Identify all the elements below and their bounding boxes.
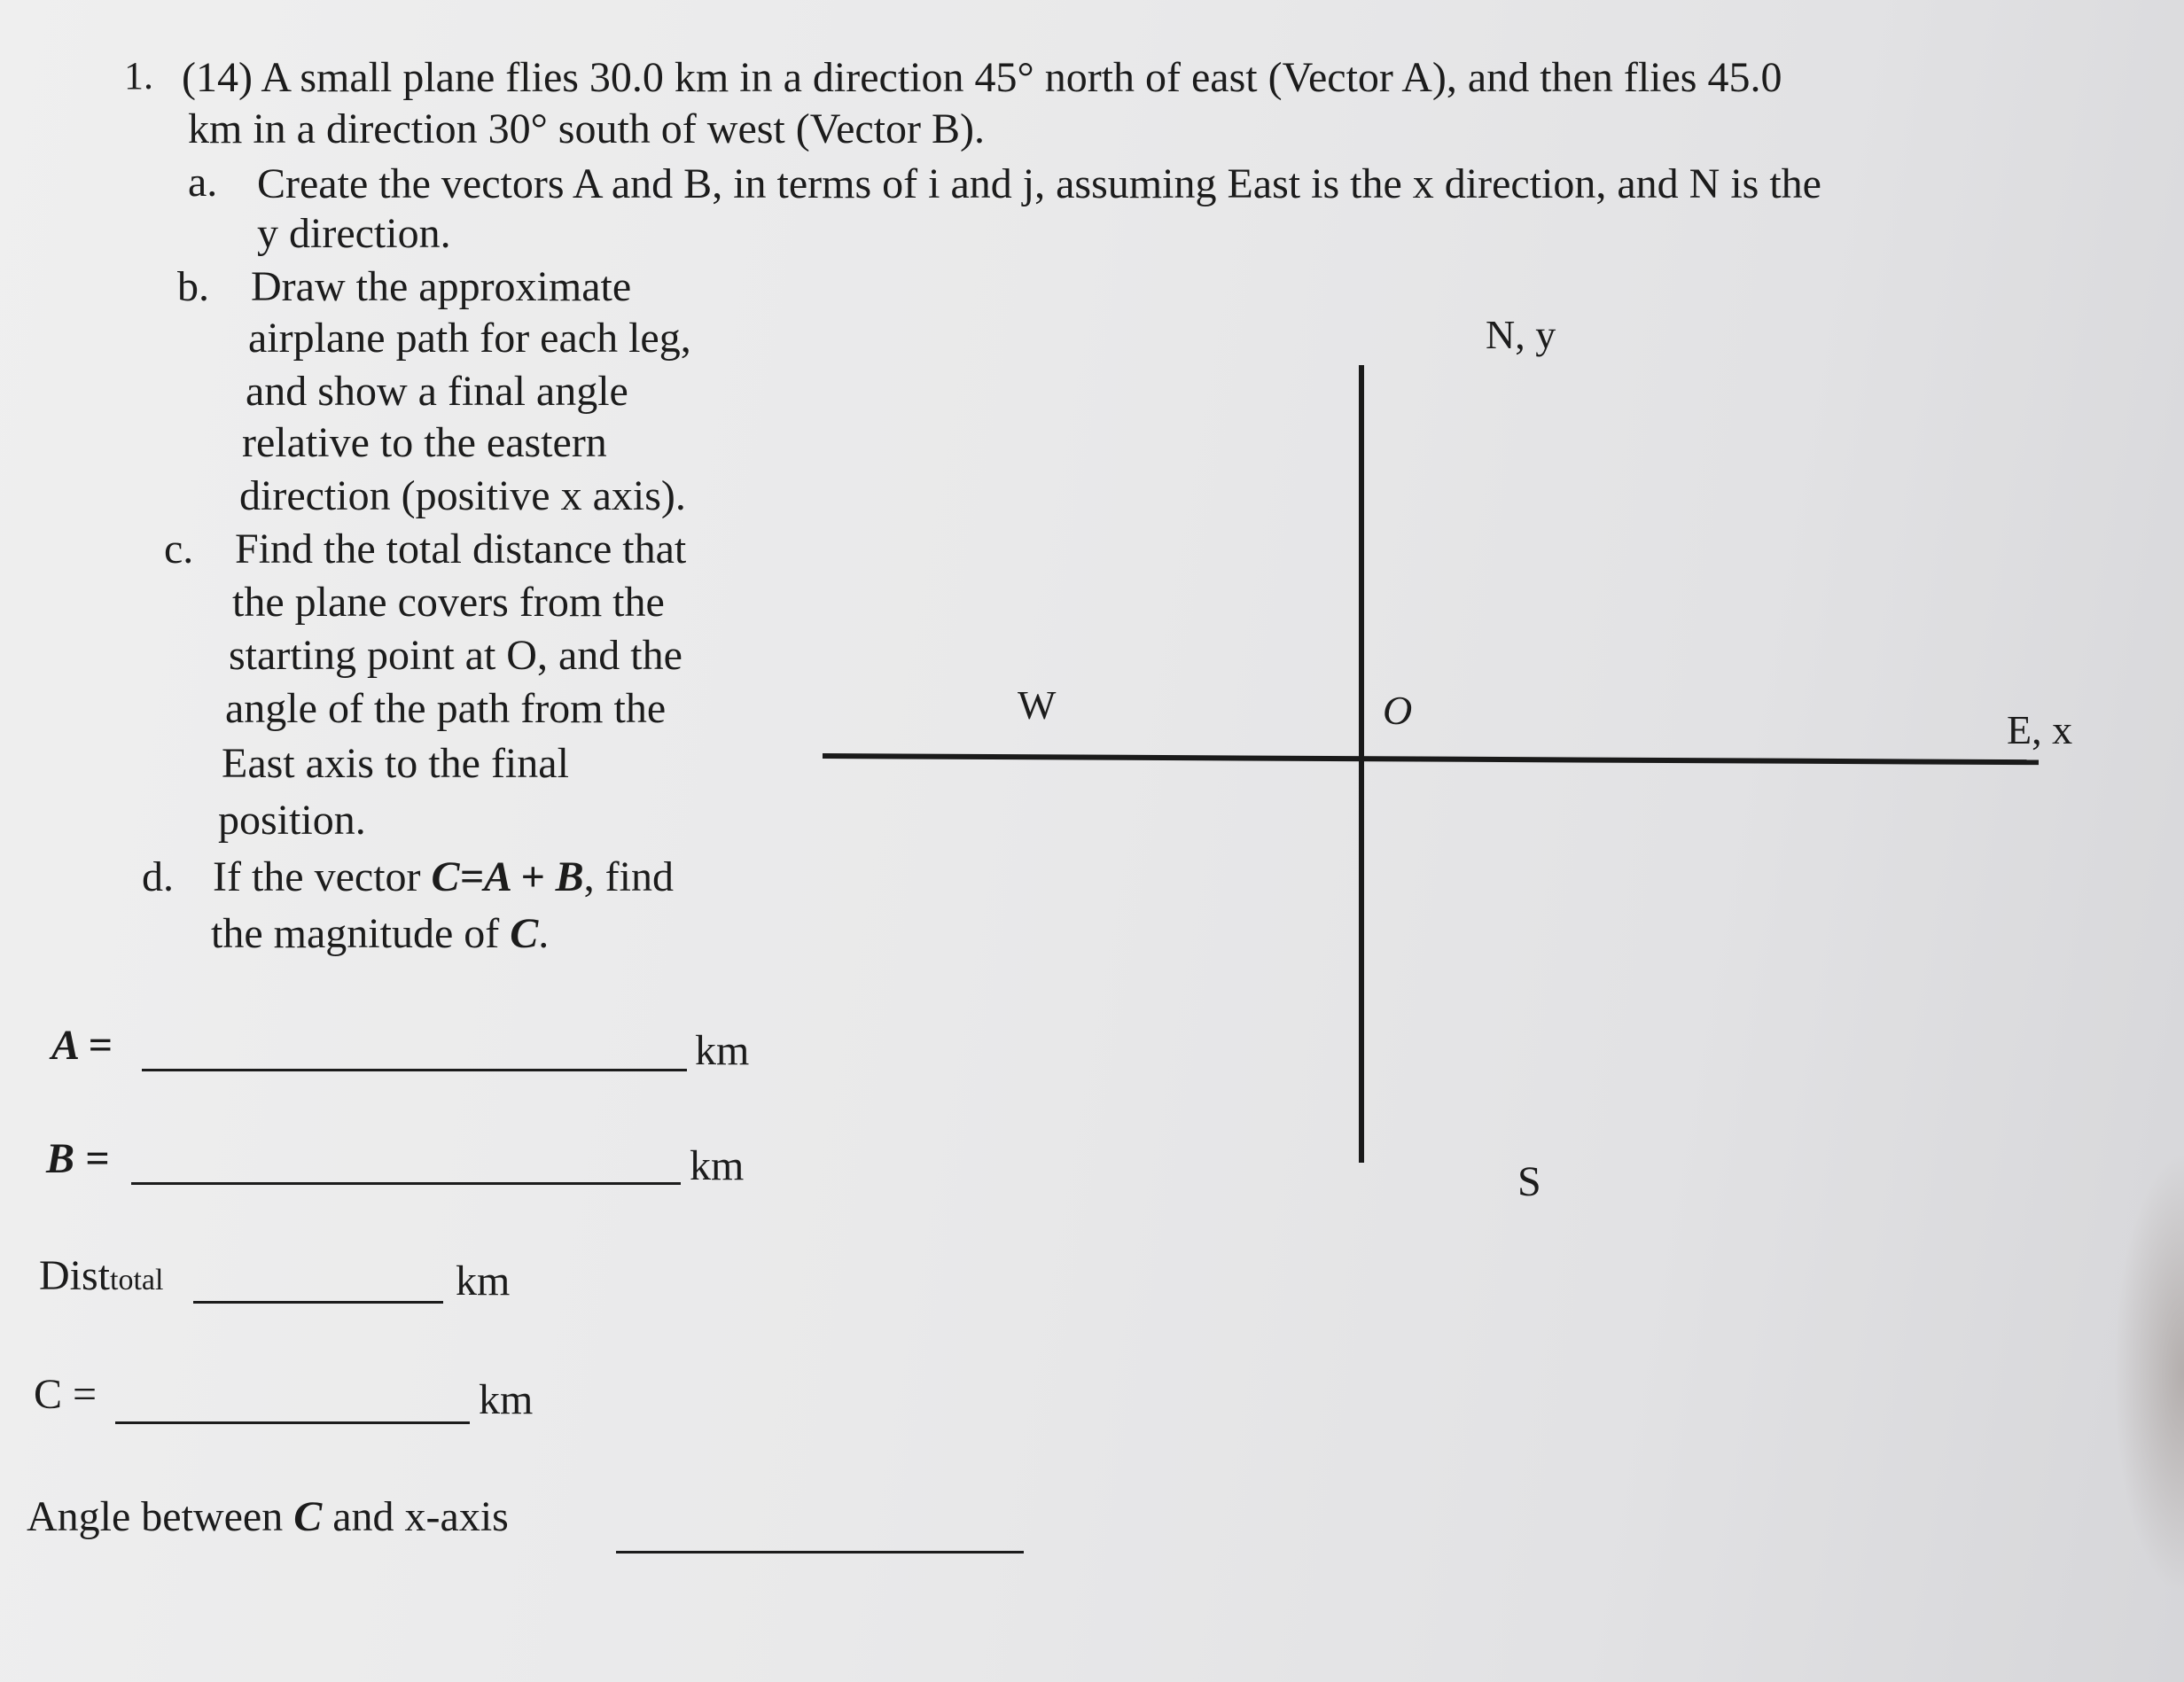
answer-angle-post: and x-axis <box>322 1493 509 1540</box>
answer-dist-label <box>39 1251 163 1305</box>
part-a-line2: y direction. <box>257 210 451 257</box>
part-d-var-c: C <box>510 910 539 957</box>
axis-label-origin: O <box>1383 688 1413 733</box>
part-c-line1: Find the total distance that <box>235 526 687 572</box>
part-d-line1-post: , find <box>583 853 674 900</box>
answer-c-unit: km <box>479 1376 534 1423</box>
part-b-line3: and show a final angle <box>246 368 628 415</box>
part-d-line1-pre: If the vector <box>213 853 432 900</box>
answer-b-label: B = <box>46 1135 110 1182</box>
answer-a-field[interactable] <box>142 1069 687 1071</box>
answer-dist-unit: km <box>456 1258 511 1304</box>
answer-angle-label <box>27 1492 509 1542</box>
question-stem-line2: km in a direction 30° south of west (Vector B). <box>188 105 986 152</box>
answer-a-label: A = <box>51 1022 113 1069</box>
part-d-line1 <box>213 853 674 902</box>
answer-dist-field[interactable] <box>193 1301 443 1304</box>
answer-c-field[interactable] <box>115 1421 470 1424</box>
part-b-line5: direction (positive x axis). <box>239 472 686 519</box>
y-axis <box>1359 365 1364 1163</box>
answer-b-field[interactable] <box>131 1182 681 1185</box>
answer-angle-pre: Angle between <box>27 1493 294 1540</box>
question-stem-line1 <box>182 53 1782 103</box>
part-c-line2: the plane covers from the <box>232 579 665 626</box>
part-d-expression: C=A + B <box>431 853 584 900</box>
question-points: (14) <box>182 54 253 101</box>
answer-dist-text: Dist <box>39 1252 111 1299</box>
part-a-marker: a. <box>188 159 218 206</box>
x-axis <box>823 753 2039 765</box>
axis-label-east: E, x <box>2007 707 2073 752</box>
part-d-line2 <box>211 909 549 959</box>
part-b-line1: Draw the approximate <box>251 263 632 310</box>
axis-label-south: S <box>1517 1158 1541 1205</box>
part-b-line2: airplane path for each leg, <box>248 315 691 362</box>
question-number: 1. <box>124 54 153 97</box>
axis-label-north: N, y <box>1486 312 1556 357</box>
answer-a-unit: km <box>695 1027 750 1074</box>
part-c-line6: position. <box>218 797 366 844</box>
part-b-marker: b. <box>177 263 209 310</box>
part-d-marker: d. <box>142 853 174 900</box>
part-b-line4: relative to the eastern <box>242 419 607 466</box>
part-c-line3: starting point at O, and the <box>229 632 682 679</box>
answer-angle-field[interactable] <box>616 1551 1024 1554</box>
part-d-line2-post: . <box>538 910 550 957</box>
axis-label-west: W <box>1018 682 1057 728</box>
answer-angle-var-c: C <box>293 1493 323 1540</box>
part-d-line2-pre: the magnitude of <box>211 910 511 957</box>
answer-dist-subscript: total <box>110 1264 164 1297</box>
answer-b-unit: km <box>690 1142 745 1189</box>
part-c-marker: c. <box>164 526 194 572</box>
part-a-line1: Create the vectors A and B, in terms of i and j, assuming East is the x direction, and N is the <box>257 160 1821 207</box>
answer-c-label: C = <box>34 1371 98 1418</box>
part-c-line4: angle of the path from the <box>225 685 667 732</box>
question-stem-text: A small plane flies 30.0 km in a direction 45° north of east (Vector A), and then flies 45.0 <box>261 54 1782 101</box>
part-c-line5: East axis to the final <box>222 740 569 787</box>
page-shadow <box>2113 1152 2184 1595</box>
